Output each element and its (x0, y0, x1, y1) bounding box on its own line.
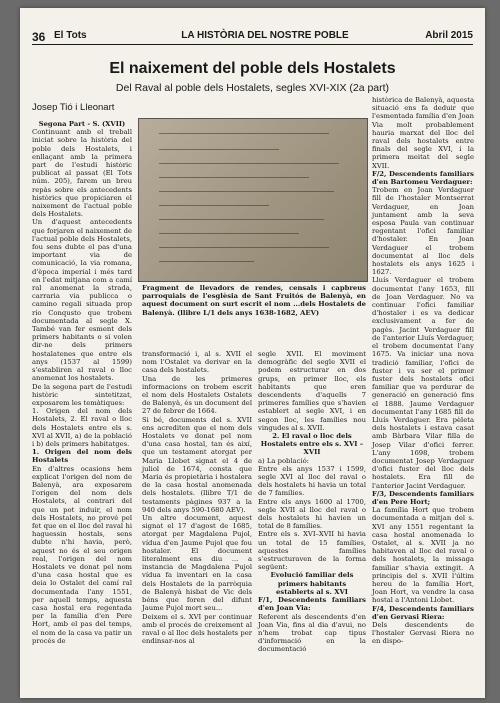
paragraph: De la segona part de l'estudi històric sintetitzat, exposarem les temàtiques: (32, 382, 132, 407)
section-heading: 1. Origen del nom dels Hostalets (32, 448, 132, 465)
paragraph: Deixem el s. XVI per continuar amb el procés de creixement al raval o al lloc dels hostalets per endinsar-nos al (142, 612, 252, 646)
column-3 (258, 350, 366, 654)
article-subtitle: Del Raval al poble dels Hostalets, segles XVI-XIX (2a part) (115, 82, 390, 94)
column-1 (32, 120, 132, 645)
paragraph: Entre els anys 1600 al 1700, segle XVII al lloc del raval o dels hostalets hi havien un total de 8 famílies. (258, 497, 366, 531)
paragraph: transformació i, al s. XVII el nom l'Ostalet va derivar en la casa dels hostalets. (142, 350, 252, 375)
paragraph: Entre els anys 1537 i 1599, segle XVI al lloc del raval o dels hostalets hi havia un total de 7 famílies. (258, 464, 366, 498)
paragraph: Continuant amb el treball iniciat sobre la història del poble dels Hostalets, i enllaçant amb la primera part de l'estudi històric publicat al passat (El Tots núm. 205), farem un breu repàs sobre els antecedents històrics que propiciaren el naixement de l'actual poble dels Hostalets. (32, 128, 132, 219)
paragraph: segle XVII. El moviment demogràfic del segle XVII el podem estructurar en dos grups, en primer lloc, els habitants que eren descendents d'aquells 7 primeres famílies que s'havien establert al segle XVI, i en segon lloc, les famílies nou vingudes al s. XVII. (258, 350, 366, 432)
article-author: Josep Tió i Lleonart (32, 102, 115, 113)
section-heading: 2. El raval o lloc dels Hostalets entre els s. XVI – XVII (260, 432, 364, 457)
paragraph: Referent als descendents d'en Joan Via, fins al dia d'avui, no n'hem trobat cap tipus d'informació en la documentació (258, 612, 366, 654)
section-heading: Evolució familiar dels primers habitants establerts al s. XVI (270, 571, 354, 596)
paragraph: Entre els s. XVI–XVII hi havia un total de 15 famílies, aquestes famílies s'estructuraven de la forma següent: (258, 530, 366, 572)
issue-date: Abril 2015 (425, 30, 473, 41)
column-2 (142, 350, 252, 645)
subheading: F/4, Descendents familiars d'en Gervasi Riera: (372, 604, 474, 621)
subheading: F/1, Descendents familiars d'en Joan Via: (258, 596, 366, 613)
column-4 (372, 96, 474, 646)
publication-name: El Tots (54, 30, 87, 41)
subheading: F/3, Descendents familiars d'en Pere Hort; (372, 489, 474, 506)
newspaper-page (20, 8, 485, 698)
paragraph: Dels descendents de l'hostaler Gervasi Riera no en dispo- (372, 621, 474, 646)
page-header (32, 30, 473, 45)
subheading: a) La població: (258, 456, 309, 465)
paragraph: Una de les primeres informacions on trobem escrit el nom dels Hostalets Ostalets de Balenyà, és un document del 27 de febrer de 1664. (142, 374, 252, 416)
article-title: El naixement del poble dels Hostalets (109, 60, 396, 77)
paragraph: Un d'aquest antecedents que forjaren el naixement de l'actual poble dels Hostalets, fou sens dubte el pas d'una important via de comunicació, la via romana, d'època imperial i més tard en l'edat mitjana com a camí ral anomenat la strada, carraria via publicca o camino regali situada prop río Conqusto que trobem documentada al segle X. També van fer esment dels primers habitants o si volen dir-ne dels primers hostalatenes que entre els anys (1537 al 1599) s'establiren al raval o lloc anomenat los hostalets. (32, 218, 132, 383)
paragraph: En d'altres ocasions hem explicat l'origen del nom de Balenyà, ara exposarem l'origen del nom dels Hostalets, al contrari del que un pot induir, el nom dels Hostalets, no prové pel fet que en el lloc del raval hi haguessin hostals, sens dubte n'hi havia, però, aquest no és el seu origen real, l'origen del nom Hostalets ve donat pel nom d'una casa hostal que es deia lo Ostalet del camí ral documentada l'any 1551, per aquell temps, aquesta casa hostal era regentada per la família d'en Pere Hort, amb el pas del temps, el nom de la casa va patir un procés de (32, 464, 132, 645)
subheading: F/2, Descendents familiars d'en Bartomeu Verdaguer: (372, 169, 474, 187)
page-number: 36 (32, 30, 46, 44)
paragraph: La família Hort que trobem documentada a mitjan del s. XVI any 1551 regentant la casa hostal anomenada lo Ostalet, al s. XVII ja no habitaven al lloc del raval o dels hostalets, la missaga familiar s'havia extingit. A principis del s. XVII l'últim hereu de la família Hort, Joan Hort, va vendre la casa hostal a l'Antoni Llobet. (372, 506, 474, 605)
section-title: LA HISTÒRIA DEL NOSTRE POBLE (181, 30, 349, 41)
paragraph: Trobem en Joan Verdaguer fill de l'hostaler Montserrat Verdaguer, en Joan juntament amb la seva esposa Paula van continuar regentant l'ofici familiar d'hostaler. En Joan Verdaguer el trobem documentat al lloc dels hostalets els anys 1625 i 1627. (372, 186, 474, 277)
paragraph: històrica de Balenyà, aquesta situació ens fa deduir que l'esmentada família d'en Joan Via molt probablement hauria marxat del lloc del raval dels hostalets entre finals del segle XVI, i la primera meitat del segle XVII. (372, 96, 474, 170)
photo-caption: Fragment de llevadors de rendes, censals i capbreus parroquials de l'esglèsia de Sant Fruitós de Balenyà, en aquest document on surt escrit el nom ...dels Hostalets de Balenyà. (llibre L/1 dels anys 1638-1682, AEV) (142, 284, 366, 317)
paragraph: Lluís Verdaguer el trobem documentat l'any 1653, fill de Joan Verdaguer. No va continuar l'ofici familiar d'hostaler i es va dedicar exclusivament a fer de pagès. Jacint Verdaguer fill de l'anterior Lluís Verdaguer, el trobem documentat l'any 1675. Va iniciar una nova tradició familiar, l'ofici de fuster i va ser el primer fuster dels hostalets ofici familiar que va perdurar de generació en generació fins el 1888. Jaume Verdaguer documentat l'any 1685 fill de Lluís Verdaguer. Era pèleta dels hostalets i estava casat amb Bàrbara Vilar filla de Josep Vilar d'ofici ferrer. L'any 1698, trobem documentat Josep Verdaguer d'ofici fuster del lloc dels hostalets. Era fill de l'anterior Jacint Verdaguer. (372, 276, 474, 490)
paragraph: Un altre document, aquest signat el 17 d'agost de 1685, atorgat per Magdalena Pujol, vídua d'en Jaume Pujol que fou hostaler. El document literalment ens diu ... a instancia de Magdalena Pujol vídua fa inventari en la casa dels Hostalets de la parròquia de Balenyà hisbat de Vic dels béns que foren del difunt Jaume Pujol mort seu... (142, 514, 252, 613)
section-heading: Segona Part - S. (XVII) (38, 120, 126, 128)
paragraph: 1. Origen del nom dels Hostalets, 2. El raval o lloc dels Hostalets entre els s. XVI al XVII, a) de la població i b) dels primers habitatges. (32, 407, 132, 448)
historic-document-photo (138, 118, 368, 282)
paragraph: Si bé, documents del s. XVII ens acrediten que el nom dels Hostalets ve donat pel nom d'una casa hostal, tan és així, que un testament atorgat per Maria Llobet signat el 4 de juliol de 1674, consta que Maria és propietària i hostalera de la casa hostal anomenada dels hostalets. (llibre T/1 de testaments pàgines 937 a la 940 dels anys 590-1680 AEV). (142, 415, 252, 514)
